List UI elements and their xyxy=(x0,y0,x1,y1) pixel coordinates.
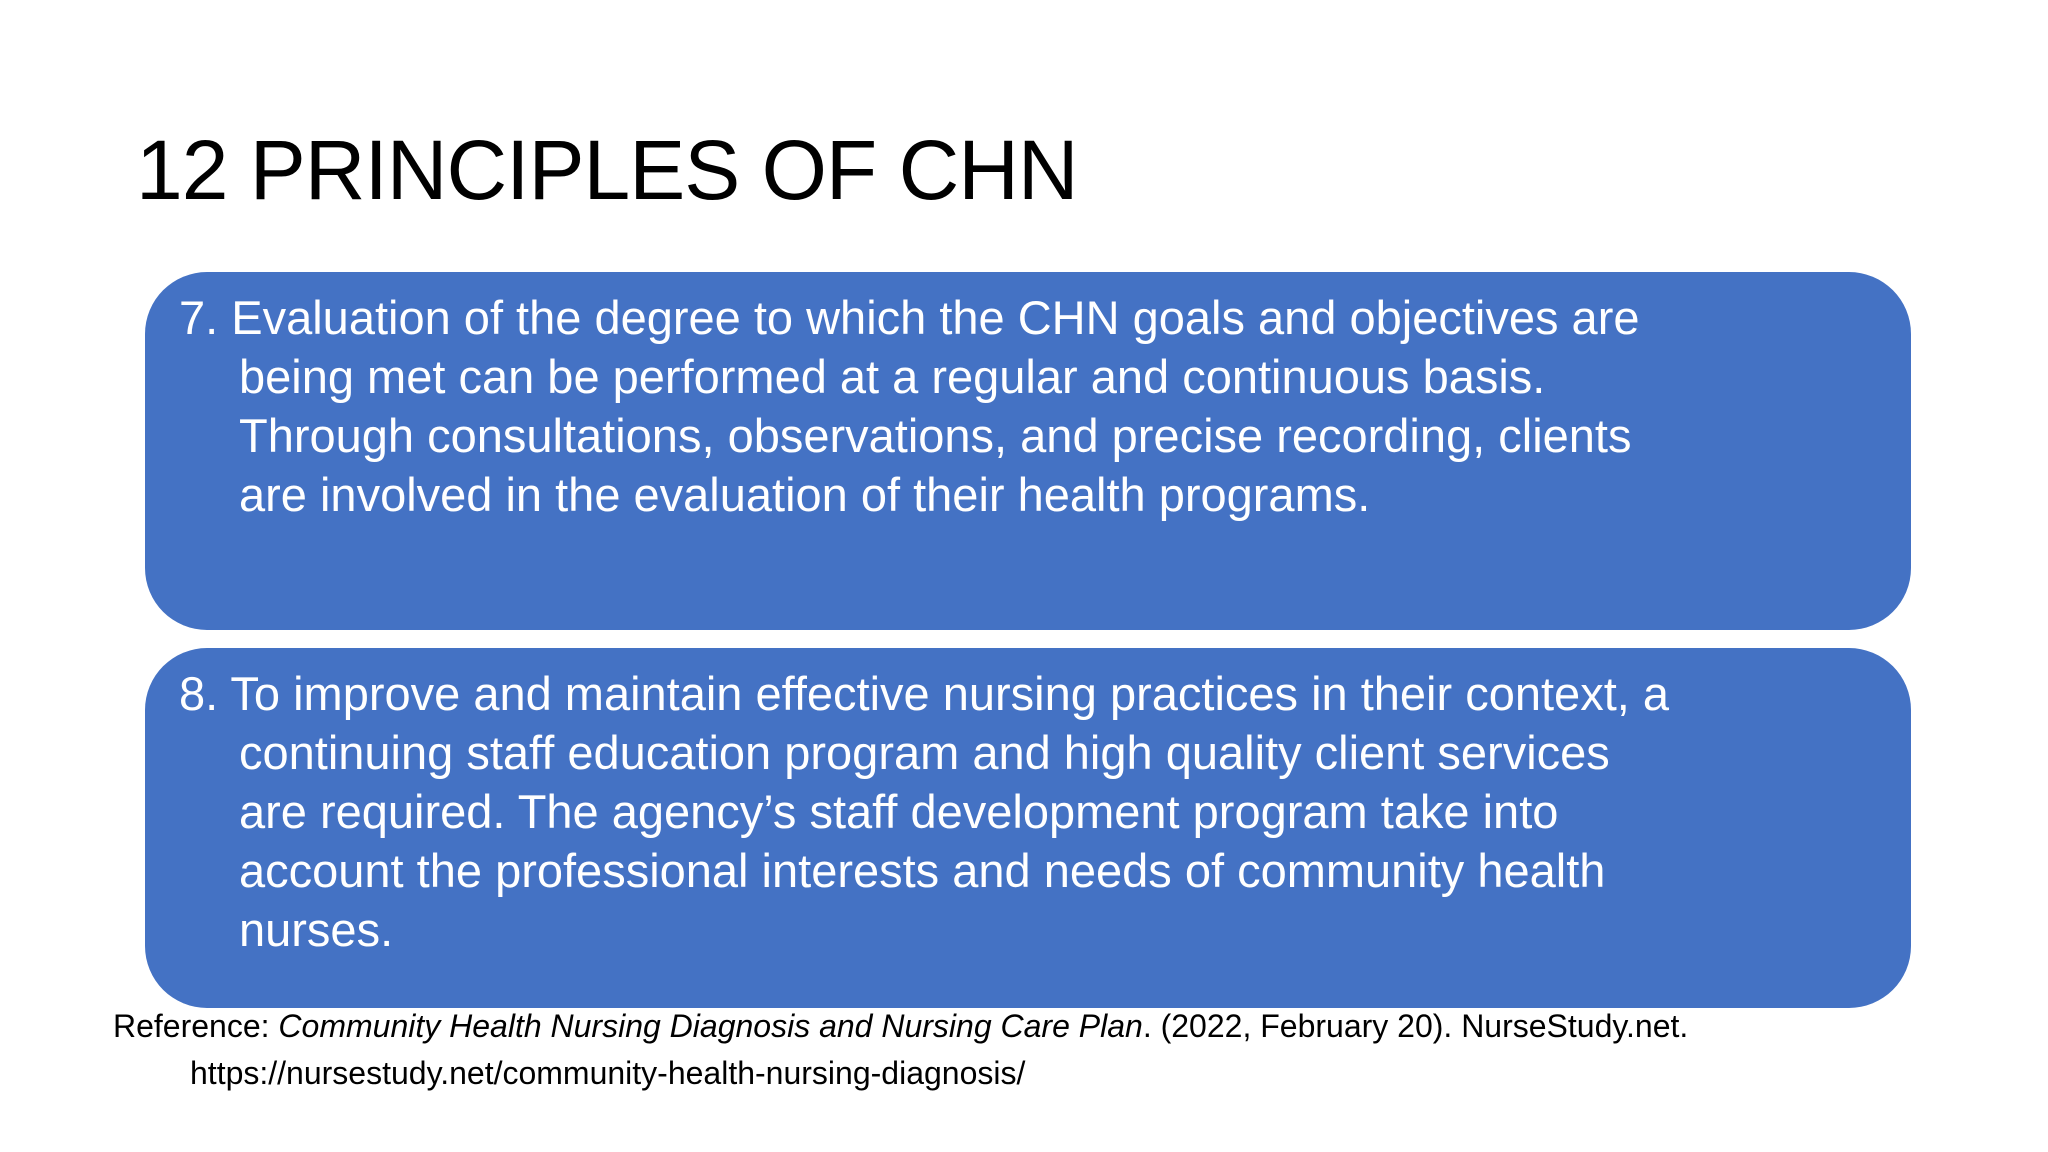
principle-8-box xyxy=(145,648,1911,1008)
slide-title: 12 PRINCIPLES OF CHN xyxy=(136,123,1078,217)
principle-7-box xyxy=(145,272,1911,630)
principle-8-text: 8. To improve and maintain effective nursing practices in their context, a continuing staff education program and high quality client services are required. The agency’s staff development program take into account the professional interests and needs of community health nurses. xyxy=(179,667,1670,956)
reference-suffix: . (2022, February 20). NurseStudy.net. xyxy=(1142,1008,1689,1044)
principle-7-text: 7. Evaluation of the degree to which the CHN goals and objectives are being met can be performed at a regular and continuous basis. Through consultations, observations, and precise recording, clients are involved in the evaluation of their health programs. xyxy=(179,291,1640,521)
reference-citation xyxy=(113,1003,2010,1097)
reference-url: https://nursestudy.net/community-health-nursing-diagnosis/ xyxy=(190,1055,1026,1091)
reference-prefix: Reference: xyxy=(113,1008,279,1044)
reference-title: Community Health Nursing Diagnosis and Nursing Care Plan xyxy=(278,1008,1143,1044)
